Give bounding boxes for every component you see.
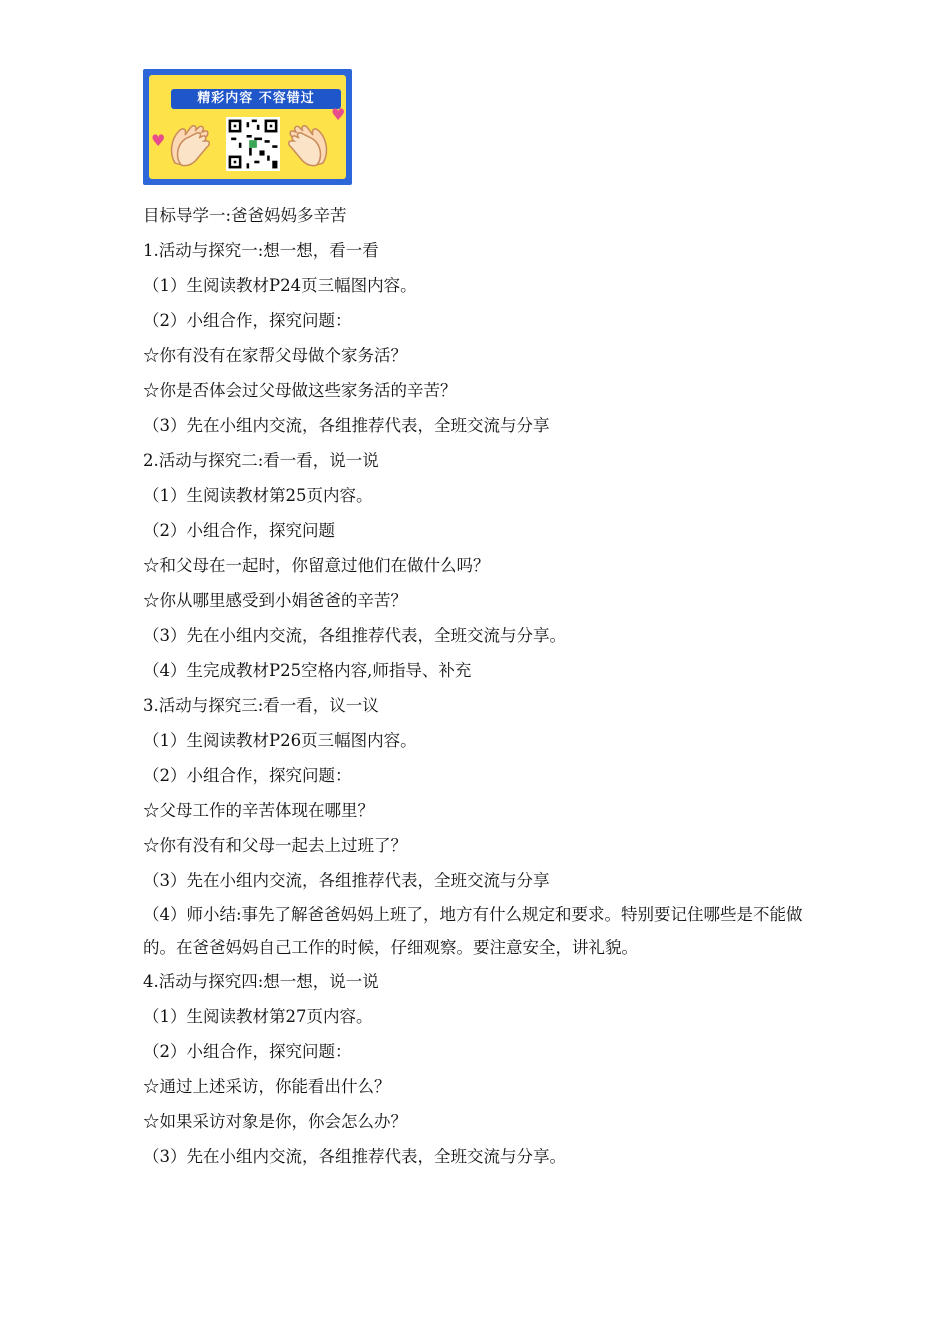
clapping-hands-icon	[283, 119, 331, 169]
text-line: （1）生阅读教材P26页三幅图内容。	[143, 731, 417, 750]
text-line: （3）先在小组内交流，各组推荐代表，全班交流与分享。	[143, 626, 566, 645]
section-heading: 目标导学一:爸爸妈妈多辛苦	[143, 206, 347, 225]
clapping-hands-icon	[167, 119, 215, 169]
text-line: （3）先在小组内交流，各组推荐代表，全班交流与分享。	[143, 1147, 566, 1166]
question-line: ☆你是否体会过父母做这些家务活的辛苦？	[143, 381, 457, 400]
question-line: ☆如果采访对象是你，你会怎么办？	[143, 1112, 407, 1131]
lesson-content	[143, 198, 803, 1174]
summary-paragraph: （4）师小结:事先了解爸爸妈妈上班了，地方有什么规定和要求。特别要记住哪些是不能做的。在爸爸妈妈自己工作的时候，仔细观察。要注意安全，讲礼貌。	[143, 905, 803, 957]
text-line: （2）小组合作，探究问题	[143, 521, 335, 540]
text-line: （3）先在小组内交流，各组推荐代表，全班交流与分享	[143, 416, 550, 435]
text-line: （3）先在小组内交流，各组推荐代表，全班交流与分享	[143, 871, 550, 890]
banner-background	[149, 75, 346, 179]
question-line: ☆和父母在一起时，你留意过他们在做什么吗？	[143, 556, 490, 575]
question-line: ☆通过上述采访，你能看出什么？	[143, 1077, 391, 1096]
activity-heading: 2.活动与探究二:看一看，说一说	[143, 451, 379, 470]
text-line: （4）生完成教材P25空格内容,师指导、补充	[143, 661, 472, 680]
text-line: （2）小组合作，探究问题：	[143, 766, 352, 785]
promo-banner[interactable]	[143, 69, 352, 185]
text-line: （1）生阅读教材第27页内容。	[143, 1007, 373, 1026]
question-line: ☆父母工作的辛苦体现在哪里？	[143, 801, 374, 820]
text-line: （1）生阅读教材第25页内容。	[143, 486, 373, 505]
text-line: （1）生阅读教材P24页三幅图内容。	[143, 276, 417, 295]
heart-icon: ♥	[151, 131, 166, 150]
qr-code[interactable]	[226, 117, 280, 171]
question-line: ☆你有没有在家帮父母做个家务活？	[143, 346, 407, 365]
text-line: （2）小组合作，探究问题：	[143, 1042, 352, 1061]
activity-heading: 4.活动与探究四:想一想，说一说	[143, 972, 379, 991]
activity-heading: 1.活动与探究一:想一想，看一看	[143, 241, 379, 260]
banner-title: 精彩内容 不容错过	[171, 89, 341, 109]
activity-heading: 3.活动与探究三:看一看，议一议	[143, 696, 379, 715]
question-line: ☆你从哪里感受到小娟爸爸的辛苦？	[143, 591, 407, 610]
heart-icon: ♥	[331, 105, 346, 124]
text-line: （2）小组合作，探究问题：	[143, 311, 352, 330]
question-line: ☆你有没有和父母一起去上过班了？	[143, 836, 407, 855]
